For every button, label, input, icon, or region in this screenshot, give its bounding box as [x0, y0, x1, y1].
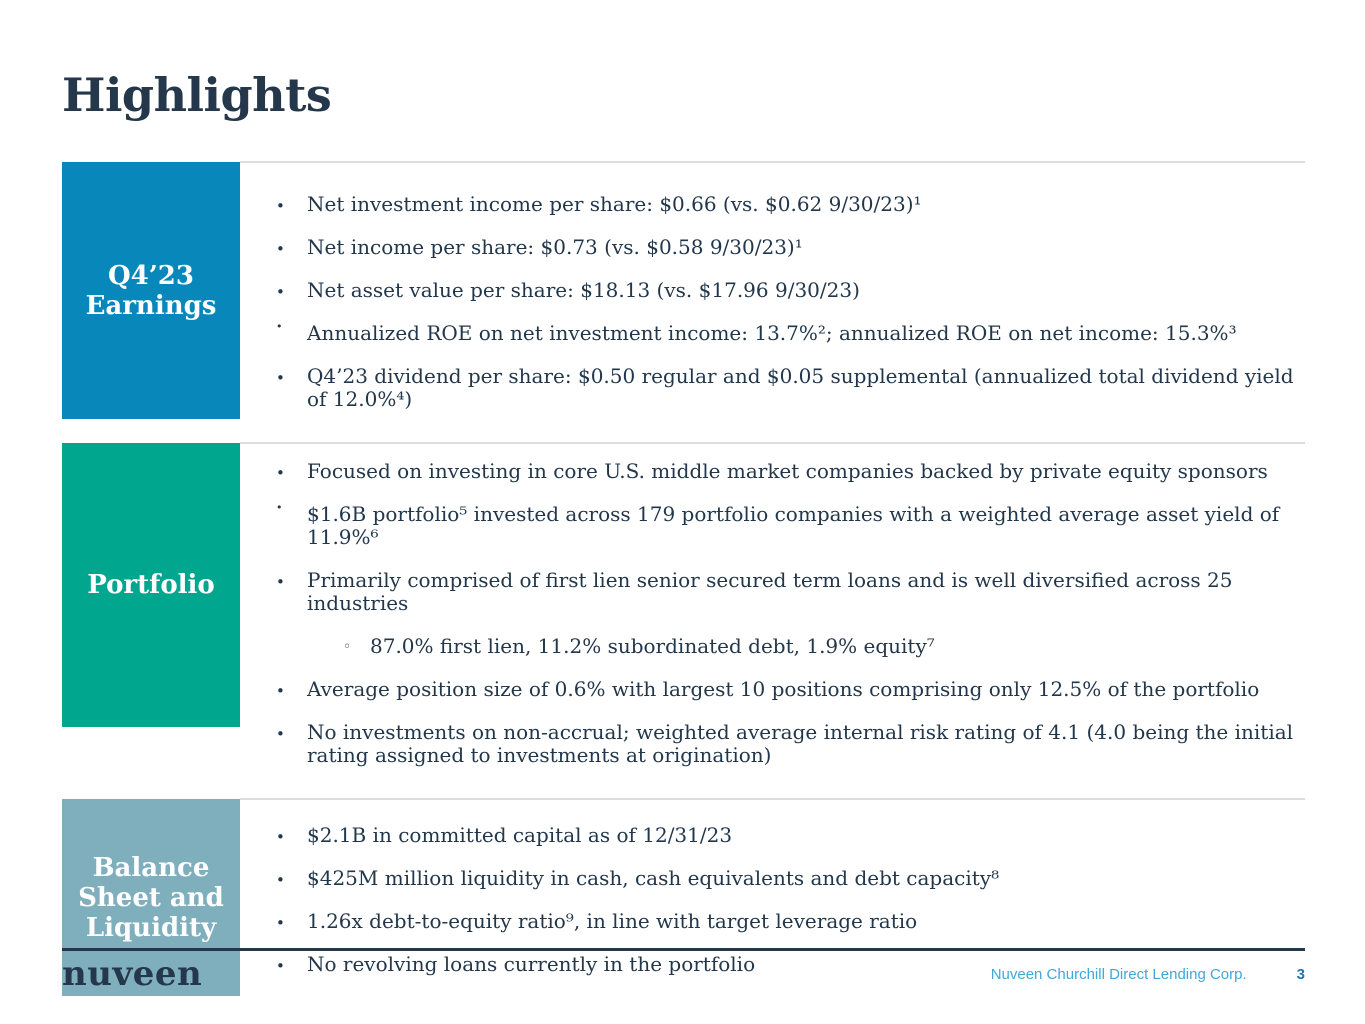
- footer: [62, 956, 1305, 992]
- bullet-icon: •: [276, 320, 283, 333]
- footer-divider: [62, 948, 1305, 951]
- bullet-item: [240, 460, 1297, 483]
- bullet-item: [240, 193, 1297, 216]
- page-title: Highlights: [62, 68, 332, 122]
- bullet-text: Net investment income per share: $0.66 (vs. $0.62 9/30/23)¹: [307, 192, 922, 216]
- bullet-icon: •: [276, 369, 285, 387]
- bullet-item: [240, 721, 1297, 767]
- bullet-icon: •: [276, 283, 285, 301]
- nuveen-logo: nuveen: [62, 954, 203, 994]
- bullet-icon: •: [276, 197, 285, 215]
- bullet-text: Average position size of 0.6% with largest 10 positions comprising only 12.5% of the portfolio: [307, 677, 1260, 701]
- bullet-text: $2.1B in committed capital as of 12/31/23: [307, 823, 733, 847]
- page-number: 3: [1296, 966, 1305, 983]
- bullet-text: Focused on investing in core U.S. middle market companies backed by private equity sponsors: [307, 459, 1268, 483]
- bullet-icon: •: [276, 725, 285, 743]
- bullet-text: Annualized ROE on net investment income: 13.7%²; annualized ROE on net income: 15.3%³: [307, 321, 1237, 345]
- bullet-item: [240, 867, 1297, 890]
- bullet-text: Q4’23 dividend per share: $0.50 regular and $0.05 supplemental (annualized total dividend yield of 12.0%⁴): [307, 364, 1294, 411]
- bullet-icon: •: [276, 957, 285, 975]
- bullet-list: [240, 193, 1297, 411]
- bullet-icon: •: [276, 828, 285, 846]
- section-q423-earnings: [62, 161, 1305, 431]
- bullet-item: [240, 910, 1297, 933]
- bullet-item: [240, 503, 1297, 549]
- bullet-text: $425M million liquidity in cash, cash equivalents and debt capacity⁸: [307, 866, 1000, 890]
- section-content-portfolio: [240, 442, 1305, 787]
- bullet-text: $1.6B portfolio⁵ invested across 179 portfolio companies with a weighted average asset yield of 11.9%⁶: [307, 502, 1280, 549]
- bullet-icon: •: [276, 501, 283, 514]
- bullet-list: [240, 824, 1297, 976]
- bullet-icon: •: [276, 682, 285, 700]
- bullet-item: [240, 635, 1297, 658]
- footer-right: [991, 966, 1305, 983]
- bullet-text: Net asset value per share: $18.13 (vs. $17.96 9/30/23): [307, 278, 860, 302]
- sub-bullet-icon: ◦: [343, 639, 352, 655]
- bullet-item: [240, 322, 1297, 345]
- section-label-portfolio: Portfolio: [62, 443, 240, 727]
- bullet-icon: •: [276, 464, 285, 482]
- bullet-list: [240, 460, 1297, 767]
- bullet-text: No revolving loans currently in the portfolio: [307, 952, 756, 976]
- bullet-item: [240, 365, 1297, 411]
- footer-company-name: Nuveen Churchill Direct Lending Corp.: [990, 966, 1247, 983]
- bullet-item: [240, 824, 1297, 847]
- bullet-icon: •: [276, 914, 285, 932]
- bullet-item: [240, 678, 1297, 701]
- bullet-icon: •: [276, 573, 285, 591]
- section-label-q423-earnings: Q4’23 Earnings: [62, 162, 240, 419]
- bullet-text: No investments on non-accrual; weighted average internal risk rating of 4.1 (4.0 being the initial rating assigned to investments at origination): [307, 720, 1294, 767]
- bullet-icon: •: [276, 240, 285, 258]
- section-portfolio: [62, 442, 1305, 787]
- bullet-icon: •: [276, 871, 285, 889]
- bullet-item: [240, 569, 1297, 615]
- sections-container: [62, 161, 1305, 1007]
- bullet-text: Net income per share: $0.73 (vs. $0.58 9/30/23)¹: [307, 235, 803, 259]
- bullet-item: [240, 236, 1297, 259]
- bullet-text: 87.0% first lien, 11.2% subordinated debt, 1.9% equity⁷: [370, 634, 935, 658]
- bullet-text: Primarily comprised of first lien senior secured term loans and is well diversified across 25 industries: [307, 568, 1233, 615]
- section-content-q423-earnings: [240, 161, 1305, 431]
- section-label-balance-sheet-liquidity: Balance Sheet and Liquidity: [62, 799, 240, 996]
- bullet-text: 1.26x debt-to-equity ratio⁹, in line with target leverage ratio: [307, 909, 918, 933]
- bullet-item: [240, 279, 1297, 302]
